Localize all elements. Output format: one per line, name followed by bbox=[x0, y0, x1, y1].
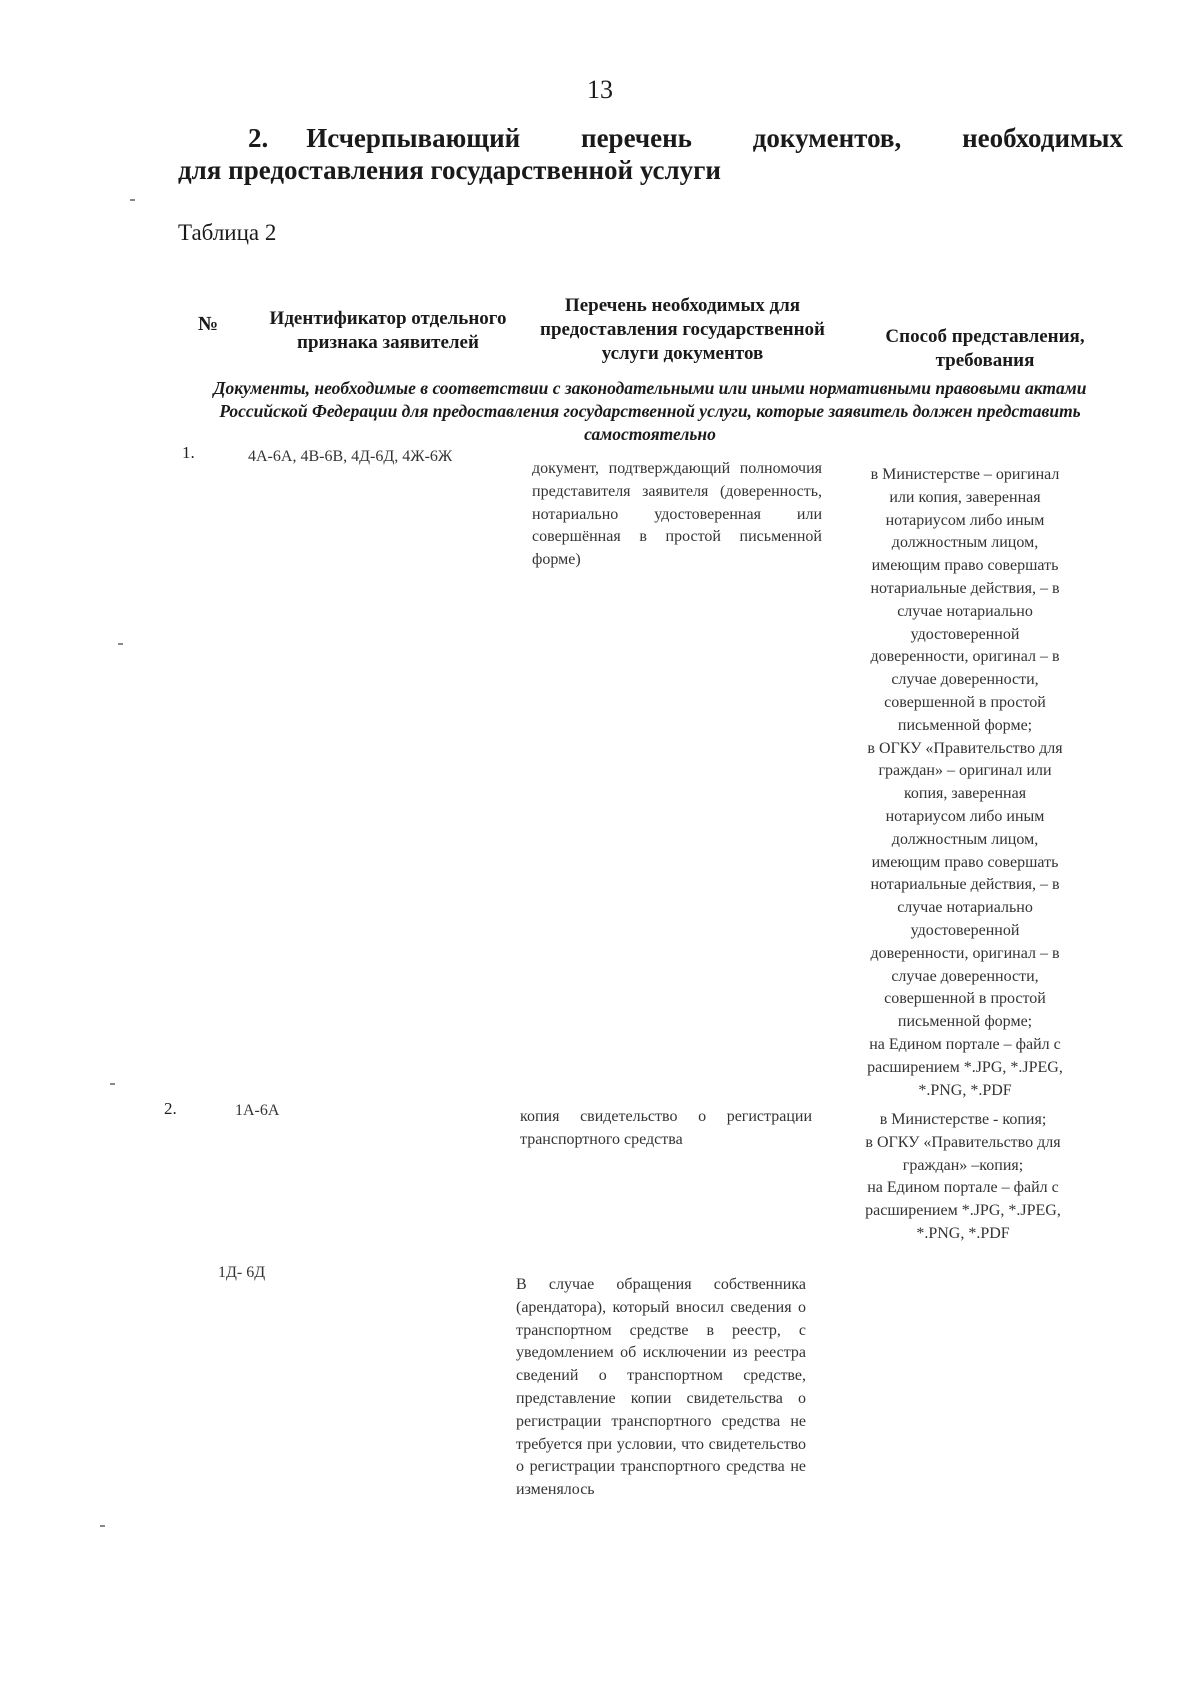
method-line: расширением *.JPG, *.JPEG, bbox=[865, 1202, 1061, 1220]
scan-mark bbox=[118, 643, 123, 645]
scan-mark bbox=[110, 1083, 115, 1085]
column-header-method: Способ представления, требования bbox=[885, 326, 1085, 371]
method-line: доверенности, оригинал – в bbox=[870, 944, 1060, 962]
heading-line-2: для предоставления государственной услуги bbox=[178, 155, 721, 185]
heading-word: документов, bbox=[752, 123, 902, 153]
method-line: нотариальные действия, – в bbox=[870, 876, 1060, 894]
method-line: должностным лицом, bbox=[891, 830, 1039, 848]
method-line: случае доверенности, bbox=[891, 671, 1039, 689]
column-header-identifier: Идентификатор отдельного признака заявителей bbox=[269, 308, 507, 353]
method-line: совершенной в простой bbox=[884, 693, 1046, 711]
heading-line-1 bbox=[178, 122, 1123, 154]
method-line: случае доверенности, bbox=[891, 967, 1039, 985]
method-line: в ОГКУ «Правительство для bbox=[867, 739, 1063, 757]
method-line: в Министерстве - копия; bbox=[879, 1111, 1047, 1128]
method-line: на Едином портале – файл с bbox=[867, 1179, 1059, 1197]
row-document: документ, подтверждающий полномочия представителя заявителя (доверенность, нотариально удостоверенная или совершённая в простой письменной форме) bbox=[532, 460, 822, 569]
row-identifier: 4А-6А, 4В-6В, 4Д-6Д, 4Ж-6Ж bbox=[248, 448, 453, 465]
method-line: в ОГКУ «Правительство для bbox=[865, 1133, 1061, 1151]
row-number: 1. bbox=[182, 443, 195, 462]
method-line: случае нотариально bbox=[897, 899, 1033, 917]
heading-word: перечень bbox=[581, 123, 692, 153]
method-line: имеющим право совершать bbox=[871, 853, 1059, 871]
heading-word: Исчерпывающий bbox=[306, 123, 521, 153]
scan-mark bbox=[130, 199, 135, 201]
method-line: удостоверенной bbox=[910, 921, 1020, 939]
method-line: случае нотариально bbox=[897, 602, 1033, 620]
method-line: расширением *.JPG, *.JPEG, bbox=[867, 1058, 1063, 1076]
table-label: Таблица 2 bbox=[178, 220, 277, 245]
row-document: копия свидетельство о регистрации транспортного средства bbox=[520, 1108, 812, 1148]
heading-word: необходимых bbox=[962, 123, 1123, 153]
method-line: доверенности, оригинал – в bbox=[870, 648, 1060, 666]
method-line: письменной форме; bbox=[897, 716, 1033, 734]
column-header-number: № bbox=[197, 313, 219, 335]
method-line: граждан» –копия; bbox=[902, 1156, 1024, 1174]
method-line: копия, заверенная bbox=[903, 785, 1027, 803]
method-line: нотариальные действия, – в bbox=[870, 579, 1060, 597]
method-line: нотариусом либо иным bbox=[885, 807, 1045, 825]
row-number: 2. bbox=[164, 1099, 177, 1118]
row-identifier: 1А-6А bbox=[235, 1102, 280, 1119]
method-line: совершенной в простой bbox=[884, 990, 1046, 1008]
heading-number: 2. bbox=[248, 123, 269, 153]
method-line: письменной форме; bbox=[897, 1013, 1033, 1031]
heading-words bbox=[306, 122, 1123, 154]
method-line: в Министерстве – оригинал bbox=[870, 466, 1060, 483]
row-document: В случае обращения собственника (арендатора), который вносил сведения о транспортном средстве в реестр, с уведомлением об исключении из реестра сведений о транспортном средстве, представление копии свидетельства о регистрации транспортного средства не требуется при условии, что свидетельство о регистрации транспортного средства не изменялось bbox=[516, 1276, 806, 1499]
section-heading bbox=[178, 122, 1123, 186]
scan-mark bbox=[100, 1525, 105, 1527]
row-identifier: 1Д- 6Д bbox=[218, 1264, 266, 1281]
column-header-documents: Перечень необходимых для предоставления государственной услуги документов bbox=[540, 295, 825, 364]
method-line: *.PNG, *.PDF bbox=[916, 1224, 1010, 1242]
method-line: должностным лицом, bbox=[891, 534, 1039, 552]
row-method bbox=[835, 464, 1095, 1102]
method-line: удостоверенной bbox=[910, 625, 1020, 643]
table-subheader: Документы, необходимые в соответствии с законодательными или иными нормативными правовыми актами Российской Федерации для предоставления государственной услуги, которые заявитель должен представить самостоятельно bbox=[213, 378, 1087, 444]
method-line: имеющим право совершать bbox=[871, 557, 1059, 575]
page-number: 13 bbox=[587, 75, 613, 104]
method-line: *.PNG, *.PDF bbox=[918, 1081, 1012, 1099]
method-line: или копия, заверенная bbox=[889, 488, 1041, 506]
method-line: граждан» – оригинал или bbox=[878, 762, 1052, 780]
row-method bbox=[833, 1109, 1093, 1246]
method-line: нотариусом либо иным bbox=[885, 511, 1045, 529]
method-line: на Едином портале – файл с bbox=[869, 1035, 1061, 1053]
